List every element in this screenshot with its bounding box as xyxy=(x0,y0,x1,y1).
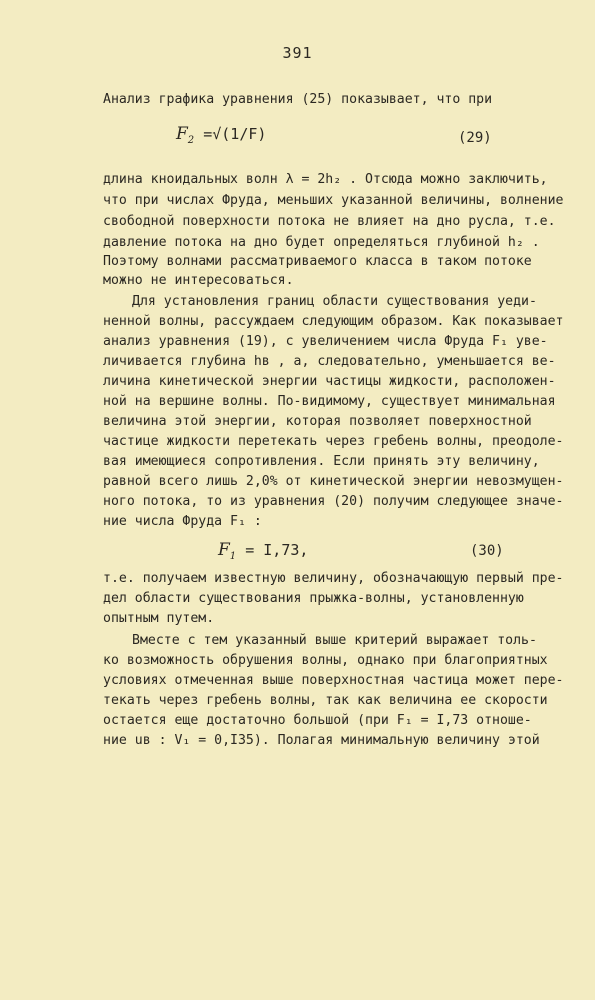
text-line-17: равной всего лишь 2,0% от кинетической энергии невозмущен- xyxy=(103,474,564,489)
text-line-19: ние числа Фруда F₁ : xyxy=(103,514,262,529)
text-line-27: остается еще достаточно большой (при F₁ = I,73 отноше- xyxy=(103,713,532,728)
text-line-13: ной на вершине волны. По-видимому, существует минимальная xyxy=(103,394,556,409)
text-line-11: личивается глубина hв , а, следовательно, уменьшается ве- xyxy=(103,354,556,369)
text-line-16: вая имеющиеся сопротивления. Если принять эту величину, xyxy=(103,454,540,469)
text-line-20: т.е. получаем известную величину, обозначающую первый пре- xyxy=(103,571,564,586)
eq29-lhs: F xyxy=(176,124,188,144)
text-line-3: что при числах Фруда, меньших указанной величины, волнение xyxy=(103,193,564,208)
page-number: 391 xyxy=(282,44,313,62)
text-line-7: можно не интересоваться. xyxy=(103,273,294,288)
text-line-26: текать через гребень волны, так как величина ее скорости xyxy=(103,693,548,708)
text-line-15: частице жидкости перетекать через гребень волны, преодоле- xyxy=(103,434,564,449)
eq30-rhs: = I,73, xyxy=(245,541,309,559)
eq29-equals: = xyxy=(203,125,213,143)
text-line-12: личина кинетической энергии частицы жидкости, расположен- xyxy=(103,374,556,389)
eq29-lhs-sub: 2 xyxy=(187,135,195,146)
text-line-8: Для установления границ области существования уеди- xyxy=(132,294,537,309)
text-line-28: ние uв : V₁ = 0,I35). Полагая минимальную величину этой xyxy=(103,733,540,748)
text-line-6: Поэтому волнами рассматриваемого класса в таком потоке xyxy=(103,254,532,269)
eq30-lhs: F xyxy=(218,540,230,560)
text-line-9: ненной волны, рассуждаем следующим образом. Как показывает xyxy=(103,314,564,329)
text-line-14: величина этой энергии, которая позволяет поверхностной xyxy=(103,414,532,429)
text-line-21: дел области существования прыжка-волны, установленную xyxy=(103,591,524,606)
text-line-22: опытным путем. xyxy=(103,611,215,626)
equation-30-number: (30) xyxy=(470,543,504,559)
text-line-10: анализ уравнения (19), с увеличением числа Фруда F₁ уве- xyxy=(103,334,548,349)
eq29-rhs: √(1/F) xyxy=(212,125,267,143)
eq30-lhs-sub: 1 xyxy=(229,551,237,562)
text-line-23: Вместе с тем указанный выше критерий выражает толь- xyxy=(132,633,537,648)
text-line-25: условиях отмеченная выше поверхностная частица может пере- xyxy=(103,673,564,688)
equation-29-number: (29) xyxy=(458,130,492,146)
text-line-24: ко возможность обрушения волны, однако при благоприятных xyxy=(103,653,548,668)
equation-30 xyxy=(218,540,308,562)
text-line-5: давление потока на дно будет определяться глубиной h₂ . xyxy=(103,235,540,250)
text-line-2: длина кноидальных волн λ = 2h₂ . Отсюда можно заключить, xyxy=(103,172,548,187)
text-line-18: ного потока, то из уравнения (20) получим следующее значе- xyxy=(103,494,564,509)
text-line-1: Анализ графика уравнения (25) показывает, что при xyxy=(103,92,493,107)
text-line-4: свободной поверхности потока не влияет на дно русла, т.е. xyxy=(103,214,556,229)
equation-29 xyxy=(176,124,266,146)
